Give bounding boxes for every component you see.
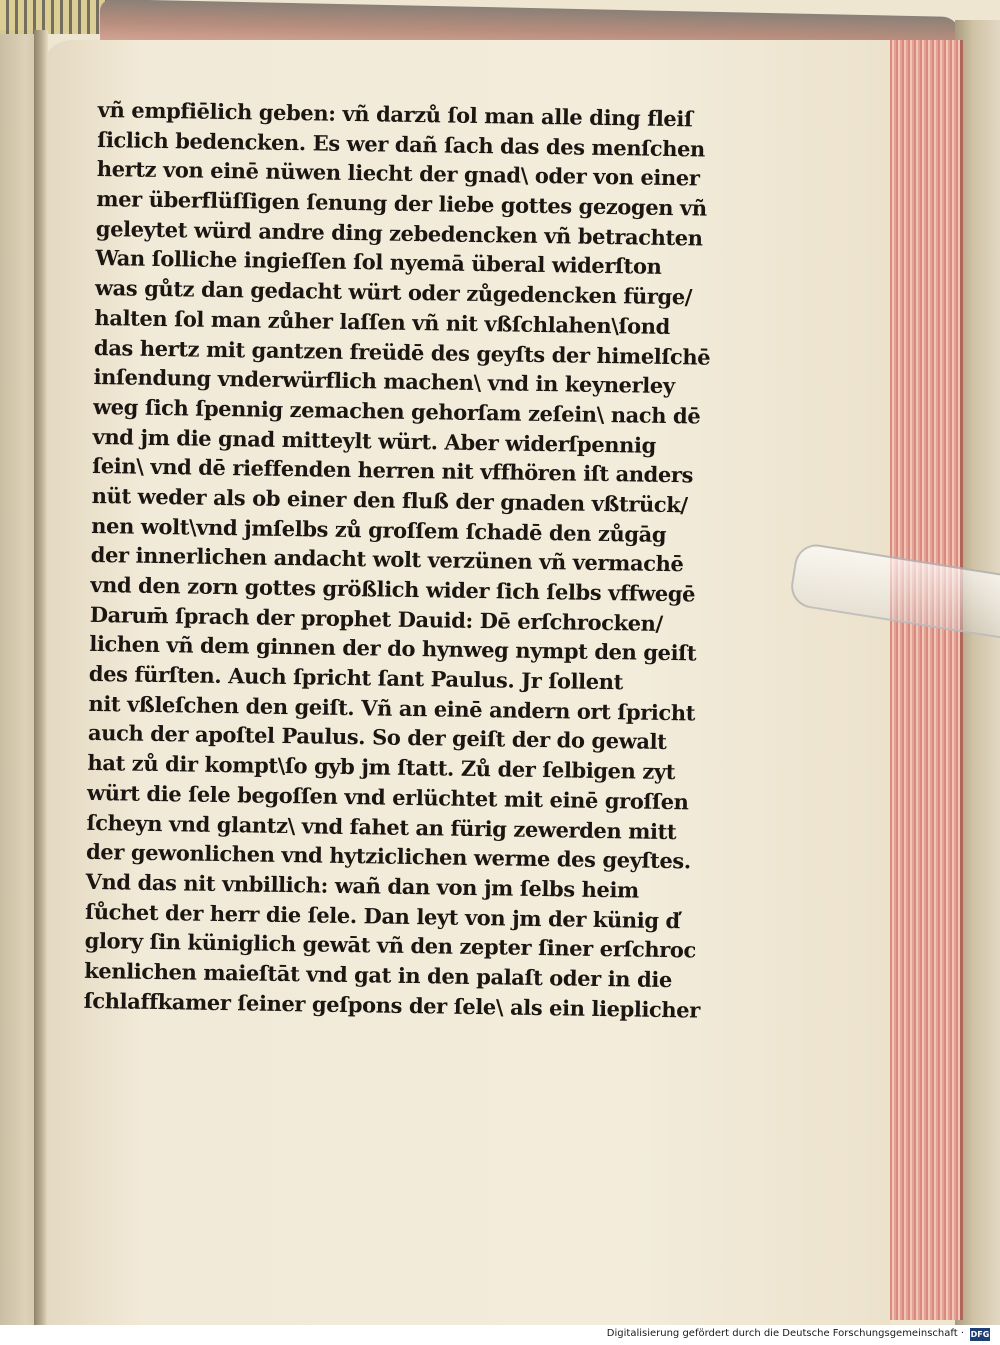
text-line: lichen vñ dem ginnen der do hynweg nympt den geiſt	[89, 631, 697, 666]
text-line: mer überflüſſigen ſenung der liebe gottes gezogen vñ	[96, 186, 707, 221]
text-line: weg ſich ſpennig zemachen gehorſam zeſein\ nach dē	[92, 393, 701, 429]
text-line: glory ſin küniglich gewāt vñ den zepter ſiner erſchroc	[84, 928, 697, 963]
footer-bar	[0, 1325, 1000, 1345]
binding-strip	[0, 0, 110, 34]
text-line: vñ empfiēlich geben: vñ darzů ſol man alle ding fleiſ	[97, 96, 693, 132]
text-line: nüt weder als ob einer den fluß der gnaden vßtrück/	[91, 482, 688, 518]
text-line: der innerlichen andacht wolt verzünen vñ vermachē	[90, 542, 684, 577]
text-line: ſcheyn vnd glantz\ vnd fahet an fürig zewerden mitt	[86, 809, 677, 844]
footer-credit: Digitalisierung gefördert durch die Deutsche Forschungsgemeinschaft ·	[606, 1328, 964, 1339]
text-line: ſein\ vnd dē rieffenden herren nit vffhören iſt anders	[91, 453, 694, 488]
text-line: Wan ſolliche ingieſſen ſol nyemā überal widerſton	[95, 245, 662, 280]
text-line: kenlichen maieſtāt vnd gat in den palaſt oder in die	[84, 957, 673, 993]
text-line: würt die ſele begoſſen vnd erlüchtet mit einē groſſen	[86, 779, 689, 815]
text-line: ſůchet der herr die ſele. Dan leyt von jm der künig d̕	[84, 898, 681, 933]
text-line: hat zů dir kompt\ſo gyb jm ſtatt. Zů der ſelbigen zyt	[87, 750, 676, 785]
dfg-logo-icon: DFG	[970, 1330, 990, 1339]
text-line: inſendung vnderwürflich machen\ vnd in keynerley	[93, 364, 675, 399]
text-block	[84, 95, 738, 1025]
text-line: der gewonlichen vnd hytziclichen werme des geyſtes.	[85, 839, 691, 874]
text-line: Darum̄ ſprach der prophet Dauid: Dē erſchrocken/	[89, 601, 664, 636]
text-line: ſchlaffkamer ſeiner geſpons der ſele\ als ein lieplicher	[83, 987, 701, 1023]
text-line: vnd den zorn gottes größlich wider ſich ſelbs vffwegē	[90, 571, 696, 607]
text-line: ſiclich bedencken. Es wer dañ ſach das des menſchen	[97, 126, 706, 162]
text-line: Vnd das nit vnbillich: wañ dan von jm ſelbs heim	[85, 868, 640, 903]
text-line: vnd jm die gnad mitteylt würt. Aber widerſpennig	[92, 423, 657, 458]
text-line: halten ſol man zůher laſſen vñ nit vßſchlahen\ſond	[94, 304, 671, 339]
text-line: das hertz mit gantzen freüdē des geyſts der himelſchē	[93, 334, 711, 370]
text-line: geleytet würd andre ding zebedencken vñ betrachten	[95, 215, 703, 251]
page-gutter	[34, 30, 48, 1325]
text-line: nen wolt\vnd jmſelbs zů groſſem ſchadē den zůgāg	[91, 512, 667, 547]
text-line: hertz von einē nüwen liecht der gnad\ oder von einer	[96, 156, 700, 191]
text-line: des fürſten. Auch ſpricht ſant Paulus. Jr ſollent	[88, 660, 624, 695]
text-line: nit vßleſchen den geiſt. Vñ an einē andern ort ſpricht	[88, 690, 696, 726]
text-line: auch der apoſtel Paulus. So der geiſt der do gewalt	[87, 720, 667, 755]
text-line: was gůtz dan gedacht würt oder zůgedencken fürge/	[94, 275, 693, 310]
